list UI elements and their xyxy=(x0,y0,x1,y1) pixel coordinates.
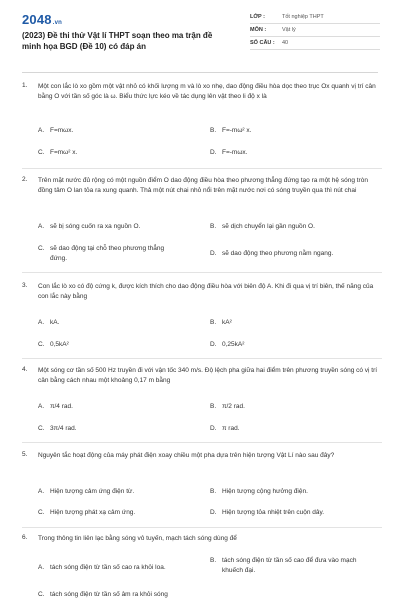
option-letter: B. xyxy=(210,127,217,134)
option-c[interactable] xyxy=(38,244,170,263)
option-text: 0,5kA² xyxy=(50,341,69,348)
question-number: 5. xyxy=(22,451,28,458)
option-letter: A. xyxy=(38,403,45,410)
option-b[interactable] xyxy=(210,556,372,575)
option-b[interactable] xyxy=(210,222,372,232)
meta-value: 40 xyxy=(282,40,289,46)
option-d[interactable] xyxy=(210,148,372,158)
question-divider xyxy=(22,442,382,443)
option-text: F=mωx. xyxy=(50,127,74,134)
option-text: F=-mωx. xyxy=(222,149,248,156)
question-text: Trong thông tin liên lạc bằng sóng vô tuyến, mạch tách sóng dùng để xyxy=(38,535,237,542)
option-text: tách sóng điện từ tần số âm ra khỏi sóng xyxy=(50,591,168,598)
question-text: Một sóng cơ tần số 500 Hz truyền đi với vận tốc 340 m/s. Độ lệch pha giữa hai điểm trên phương truyền sóng có vị trí cân bằng cách nhau một khoảng 0,17 m bằng xyxy=(38,367,378,384)
option-letter: A. xyxy=(38,488,45,495)
option-text: Hiện tượng phát xạ cảm ứng. xyxy=(50,509,136,516)
option-c[interactable] xyxy=(38,508,200,518)
meta-value: Tốt nghiệp THPT xyxy=(282,14,324,20)
option-letter: C. xyxy=(38,245,45,252)
question-text: Nguyên tắc hoạt động của máy phát điện xoay chiều một pha dựa trên hiện tượng Vật Lí nào sau đây? xyxy=(38,452,335,459)
option-text: Hiện tượng cảm ứng điện từ. xyxy=(50,488,135,495)
option-letter: B. xyxy=(210,319,217,326)
option-letter: C. xyxy=(38,341,45,348)
meta-label: LỚP : xyxy=(250,14,265,20)
exam-header xyxy=(0,0,400,64)
option-a[interactable] xyxy=(38,222,200,232)
question-number: 1. xyxy=(22,82,28,89)
option-letter: D. xyxy=(210,149,217,156)
option-text: 3π/4 rad. xyxy=(50,425,77,432)
question-divider xyxy=(22,527,382,528)
option-b[interactable] xyxy=(210,318,372,328)
option-letter: C. xyxy=(38,591,45,598)
option-text: kA² xyxy=(222,319,232,326)
meta-label: MÔN : xyxy=(250,27,267,33)
question-number: 4. xyxy=(22,366,28,373)
option-c[interactable] xyxy=(38,424,200,434)
meta-label: SỐ CÂU : xyxy=(250,40,275,46)
option-d[interactable] xyxy=(210,424,372,434)
question-number: 6. xyxy=(22,534,28,541)
option-letter: D. xyxy=(210,341,217,348)
logo-suffix: .vn xyxy=(52,20,63,26)
meta-value: Vật lý xyxy=(282,27,296,33)
option-text: π rad. xyxy=(222,425,240,432)
option-text: kA. xyxy=(50,319,60,326)
option-text: Hiện tượng cộng hưởng điện. xyxy=(222,488,308,495)
question-text: Trên mặt nước đủ rộng có một nguồn điểm O dao động điều hòa theo phương thẳng đứng tạo ra một hệ sóng tròn đồng tâm O lan tỏa ra xung quanh. Thả một nút chai nhỏ nổi trên mặt nước nơi có sóng truyền qua thì nút chai xyxy=(38,177,368,194)
option-a[interactable] xyxy=(38,318,200,328)
exam-meta-table xyxy=(250,11,380,50)
question-number: 3. xyxy=(22,282,28,289)
option-text: sẽ dao động theo phương nằm ngang. xyxy=(222,250,334,257)
option-letter: B. xyxy=(210,557,217,564)
option-text: Hiện tượng tỏa nhiệt trên cuộn dây. xyxy=(222,509,325,516)
option-a[interactable] xyxy=(38,487,200,497)
option-letter: A. xyxy=(38,223,45,230)
option-c[interactable] xyxy=(38,340,200,350)
option-c[interactable] xyxy=(38,148,200,158)
option-d[interactable] xyxy=(210,508,387,518)
option-letter: D. xyxy=(210,425,217,432)
option-letter: C. xyxy=(38,425,45,432)
option-letter: B. xyxy=(210,223,217,230)
header-divider xyxy=(22,72,378,73)
option-letter: B. xyxy=(210,403,217,410)
logo-text: 2048 xyxy=(22,12,52,27)
meta-row-class xyxy=(250,11,380,24)
option-text: sẽ dao động tại chỗ theo phương thẳng đứng. xyxy=(50,245,165,262)
option-letter: C. xyxy=(38,149,45,156)
question-divider xyxy=(22,168,382,169)
option-d[interactable] xyxy=(210,249,382,259)
option-b[interactable] xyxy=(210,402,372,412)
option-letter: A. xyxy=(38,319,45,326)
option-letter: A. xyxy=(38,127,45,134)
option-text: F=mω² x. xyxy=(50,149,78,156)
meta-row-subject xyxy=(250,24,380,37)
option-text: tách sóng điện từ tần số cao ra khỏi loa. xyxy=(50,564,166,571)
option-text: sẽ dịch chuyển lại gần nguồn O. xyxy=(222,223,315,230)
option-a[interactable] xyxy=(38,126,200,136)
option-text: π/2 rad. xyxy=(222,403,245,410)
option-b[interactable] xyxy=(210,487,382,497)
question-divider xyxy=(22,272,382,273)
question-divider xyxy=(22,358,382,359)
option-text: π/4 rad. xyxy=(50,403,73,410)
option-c[interactable] xyxy=(38,590,200,600)
option-letter: C. xyxy=(38,509,45,516)
option-text: F=-mω² x. xyxy=(222,127,252,134)
option-b[interactable] xyxy=(210,126,372,136)
option-text: tách sóng điện từ tần số cao để đưa vào mạch khuếch đại. xyxy=(222,557,357,574)
option-text: sẽ bị sóng cuốn ra xa nguồn O. xyxy=(50,223,141,230)
option-letter: D. xyxy=(210,509,217,516)
exam-title: (2023) Đề thi thử Vật lí THPT soạn theo ma trận đề minh họa BGD (Đề 10) có đáp án xyxy=(22,31,213,51)
option-letter: D. xyxy=(210,250,217,257)
option-a[interactable] xyxy=(38,402,200,412)
question-text: Một con lắc lò xo gồm một vật nhỏ có khối lượng m và lò xo nhẹ, dao động điều hòa dọc theo trục Ox quanh vị trí cân bằng O với tần số góc là ω. Biểu thức lực kéo về tác dụng lên vật theo li độ x là xyxy=(38,83,376,100)
site-logo[interactable] xyxy=(22,12,62,27)
option-letter: A. xyxy=(38,564,45,571)
option-letter: B. xyxy=(210,488,217,495)
option-a[interactable] xyxy=(38,563,200,573)
question-text: Con lắc lò xo có độ cứng k, được kích thích cho dao động điều hòa với biên độ A. Khi đi qua vị trí biên, thế năng của con lắc này bằng xyxy=(38,283,374,300)
question-number: 2. xyxy=(22,176,28,183)
option-text: 0,25kA² xyxy=(222,341,245,348)
meta-row-count xyxy=(250,37,380,50)
option-d[interactable] xyxy=(210,340,372,350)
